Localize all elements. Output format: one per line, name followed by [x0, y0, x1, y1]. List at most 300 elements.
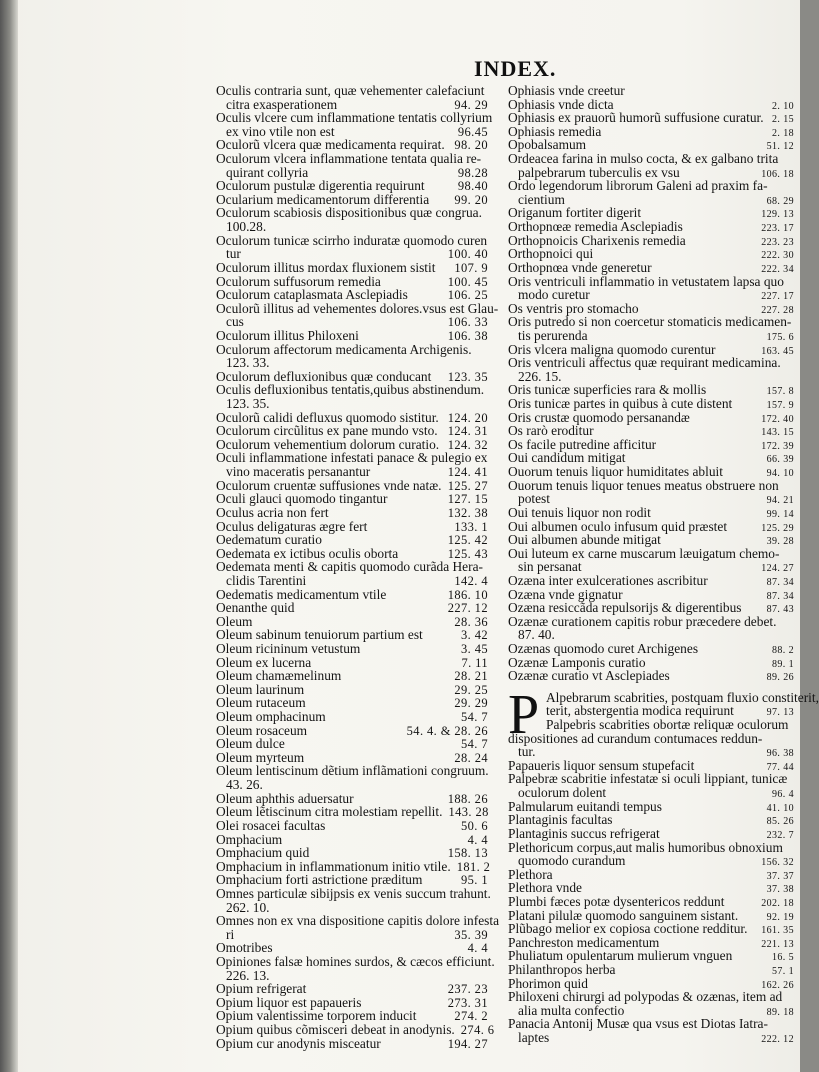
index-entry-text: Oculorum cruentæ suffusiones vnde natæ. — [216, 477, 442, 493]
index-entry-text: cus — [226, 314, 244, 330]
index-entry — [216, 615, 488, 629]
index-entry-page: 172. 39 — [761, 440, 794, 452]
index-entry — [508, 547, 792, 561]
index-entry-page: 172. 40 — [761, 413, 794, 425]
index-entry-page: 99. 20 — [454, 192, 488, 207]
index-entry-page: 158. 13 — [447, 846, 488, 861]
index-entry — [508, 329, 792, 343]
index-entry-page: 132. 38 — [447, 505, 488, 520]
index-entry-text: Os ventris pro stomacho — [508, 300, 639, 316]
index-entry-text: Oleum laurinum — [216, 681, 305, 697]
index-entry — [508, 800, 792, 814]
index-entry-text: Oculis contraria sunt, quæ vehementer calefaciunt — [216, 83, 485, 98]
index-entry — [508, 492, 792, 506]
index-entry-page: 2. 15 — [772, 114, 794, 126]
index-entry-text: Oleum ricininum vetustum — [216, 640, 361, 656]
index-entry-text: Oculi inflammatione infestati panace & pulegio ex — [216, 450, 488, 466]
index-entry-text: Origanum fortiter digerit — [508, 205, 642, 221]
index-entry — [216, 110, 493, 126]
index-entry — [216, 138, 488, 152]
index-entry-page: 57. 1 — [772, 966, 794, 977]
index-entry — [216, 179, 488, 193]
index-entry-page: 221. 13 — [761, 938, 794, 950]
index-entry — [508, 1031, 792, 1045]
index-entry — [216, 792, 488, 806]
index-entry — [216, 969, 488, 983]
index-entry-page: 125. 27 — [447, 478, 488, 493]
index-entry — [216, 193, 488, 207]
index-entry — [216, 98, 488, 112]
index-entry — [216, 669, 488, 683]
index-entry-page: 127. 15 — [447, 492, 488, 507]
index-entry — [216, 411, 488, 425]
index-entry — [216, 356, 488, 370]
index-entry — [508, 479, 792, 493]
index-entry — [216, 901, 488, 915]
index-entry — [508, 315, 792, 329]
index-entry-page: 222. 30 — [761, 250, 794, 262]
index-entry — [216, 234, 488, 248]
index-entry — [508, 520, 792, 534]
index-entry-text: Oleum chamæmelinum — [216, 668, 342, 684]
index-entry-page: 124. 32 — [447, 437, 488, 452]
index-entry-text: ex vino vtile non est — [226, 123, 335, 139]
index-entry — [216, 846, 488, 860]
index-entry-text: dispositiones ad curandum contumaces reddun- — [508, 730, 763, 746]
index-entry-page: 85. 26 — [766, 816, 794, 828]
index-entry — [508, 356, 792, 370]
index-entry-page: 175. 6 — [766, 331, 794, 343]
index-entry-text: oculorum dolent — [518, 785, 607, 801]
index-entry — [216, 315, 488, 329]
index-entry-text: Oleum dulce — [216, 736, 285, 752]
index-entry-text: Oculi glauci quomodo tingantur — [216, 491, 388, 507]
index-entry — [216, 928, 488, 942]
index-entry-page: 3. 45 — [461, 641, 488, 656]
index-entry-text: Plantaginis facultas — [508, 812, 613, 828]
index-entry — [508, 868, 792, 882]
index-entry — [216, 383, 488, 397]
index-entry — [508, 179, 792, 193]
index-entry-text: Plantaginis succus refrigerat — [508, 825, 660, 841]
index-entry-text: clidis Tarentini — [226, 572, 307, 588]
index-entry — [508, 772, 792, 786]
index-entry — [216, 574, 488, 588]
index-entry-text: Oculis vlcere cum inflammatione tentatis collyrium — [216, 110, 493, 126]
index-entry-page: 161. 35 — [761, 925, 794, 937]
index-entry-text: alia multa confectio — [518, 1002, 625, 1018]
index-entry-text: modo curetur — [518, 287, 590, 303]
index-entry-page: 143. 28 — [448, 805, 489, 820]
index-entry-text: Oleum rosaceum — [216, 722, 308, 738]
index-entry — [508, 370, 792, 384]
index-entry-text: Orthopnoici qui — [508, 246, 594, 262]
index-entry-text: Oui candidum mitigat — [508, 450, 626, 466]
index-entry — [508, 533, 792, 547]
index-entry — [508, 881, 792, 895]
index-entry-text: Ozæna vnde gignatur — [508, 586, 623, 602]
index-entry-text: Oculorum cataplasmata Asclepiadis — [216, 287, 408, 303]
index-column-left — [216, 83, 500, 1051]
index-entry-page: 39. 28 — [766, 536, 794, 548]
index-entry — [216, 329, 488, 343]
index-entry-text: Oris vlcera maligna quomodo curentur — [508, 341, 716, 357]
index-entry-text: Palmularum euitandi tempus — [508, 798, 662, 814]
index-entry-page: 54. 7 — [461, 737, 488, 752]
index-entry-text: Oris putredo si non coercetur stomaticis medicamen- — [508, 314, 792, 330]
index-entry-text: Oris ventriculi inflammatio in vetustatem lapsa quo — [508, 273, 784, 289]
index-entry-text: tur — [226, 246, 241, 262]
index-entry-page: 94. 10 — [766, 468, 794, 480]
index-entry-page: 4. 4 — [467, 941, 488, 956]
index-entry — [508, 397, 792, 411]
index-entry-page: 274. 2 — [454, 1009, 488, 1024]
index-entry — [216, 438, 488, 452]
index-entry-text: laptes — [518, 1030, 550, 1046]
index-entry — [508, 1017, 792, 1031]
index-entry-text: vino maceratis persanantur — [226, 464, 371, 480]
index-entry-text: Oedemata menti & capitis quomodo curãda Hera- — [216, 559, 483, 575]
index-entry — [508, 247, 792, 261]
index-entry-text: terit, abstergentia modica requirunt — [546, 703, 734, 719]
index-entry-text: Oculorũ calidi defluxus quomodo sistitur. — [216, 409, 439, 425]
index-entry-text: Oculorum circũlitus ex pane mundo vsto. — [216, 423, 438, 439]
index-entry — [508, 895, 792, 909]
index-entry-page: 41. 10 — [766, 802, 794, 814]
index-entry-page: 186. 10 — [447, 587, 488, 602]
index-entry-page: 88. 2 — [772, 644, 794, 656]
index-entry — [508, 732, 792, 746]
index-entry-text: 123. 33. — [226, 355, 270, 371]
index-entry — [216, 247, 488, 261]
index-entry-text: Oleum omphacinum — [216, 709, 326, 725]
index-entry-page: 50. 6 — [461, 818, 488, 833]
index-entry-text: Oui tenuis liquor non rodit — [508, 504, 651, 520]
index-entry-text: Oui luteum ex carne muscarum læuigatum chemo- — [508, 545, 780, 561]
index-entry-text: Plethora vnde — [508, 880, 583, 896]
index-entry — [508, 601, 792, 615]
index-entry-page: 227. 28 — [761, 304, 794, 316]
index-entry — [508, 588, 792, 602]
index-entry — [508, 111, 792, 125]
index-entry — [508, 963, 792, 977]
index-entry-text: Oculorum vehementium dolorum curatio. — [216, 436, 440, 452]
index-entry — [216, 261, 488, 275]
index-entry-text: Oculorum suffusorum remedia — [216, 273, 381, 289]
index-entry-text: Oculorum defluxionibus quæ conducant — [216, 368, 432, 384]
index-entry-text: Ozænæ Lamponis curatio — [508, 654, 646, 670]
index-entry-text: Palpebræ scabritie infestatæ si oculi lippiant, tunicæ — [508, 771, 788, 787]
index-entry-text: Opiniones falsæ homines surdos, & cæcos efficiunt. — [216, 954, 495, 969]
index-entry — [508, 1004, 792, 1018]
index-entry — [508, 98, 792, 112]
index-entry — [508, 854, 792, 868]
index-entry-text: Oculorũ illitus ad vehementes dolores.vsus est Glau- — [216, 300, 499, 316]
index-entry — [508, 759, 792, 773]
index-entry-text: Oculorum scabiosis dispositionibus quæ congrua. — [216, 205, 482, 221]
index-entry — [216, 737, 488, 751]
index-entry — [216, 982, 488, 996]
index-entry — [216, 805, 488, 819]
index-entry — [216, 343, 488, 357]
index-entry — [508, 383, 792, 397]
index-entry-text: Oris tunicæ partes in quibus à cute distent — [508, 396, 733, 412]
index-entry-text: Opium quibus cõmisceri debeat in anodynis. — [216, 1022, 455, 1038]
index-entry-text: Oui albumen abunde mitigat — [508, 532, 661, 548]
index-entry-page: 77. 44 — [766, 761, 794, 773]
index-entry — [508, 909, 792, 923]
index-entry-page: 37. 37 — [766, 870, 794, 882]
index-entry-page: 125. 42 — [447, 533, 488, 548]
index-column-right — [508, 83, 819, 1046]
index-entry-text: Opium liquor est papaueris — [216, 994, 362, 1010]
index-entry-text: Oculorum pustulæ digerentia requirunt — [216, 178, 425, 194]
index-entry-text: Plethora — [508, 866, 553, 882]
index-entry — [216, 778, 488, 792]
index-entry-page: 100. 45 — [447, 274, 488, 289]
index-entry — [508, 827, 792, 841]
index-entry-text: Oleum ex lucerna — [216, 654, 312, 670]
index-entry — [508, 669, 792, 683]
index-entry-text: Oculorum illitus Philoxeni — [216, 327, 359, 343]
index-entry-text: Papaueris liquor sensum stupefacit — [508, 757, 695, 773]
index-entry-text: Orthopnœæ remedia Asclepiadis — [508, 219, 683, 235]
index-entry-text: Oris ventriculi affectus quæ requirant medicamina. — [508, 355, 781, 371]
index-entry-page: 97. 13 — [766, 707, 794, 719]
index-entry — [216, 996, 488, 1010]
index-entry-page: 202. 18 — [761, 897, 794, 909]
index-entry — [216, 628, 488, 642]
index-entry-page: 66. 39 — [766, 454, 794, 466]
index-entry-text: Ozæna inter exulcerationes ascribitur — [508, 572, 708, 588]
index-entry — [216, 751, 488, 765]
index-entry-page: 54. 4. & 28. 26 — [406, 723, 488, 738]
index-entry-text: Opium cur anodynis misceatur — [216, 1035, 381, 1051]
index-entry — [216, 764, 488, 778]
index-entry-text: Ophiasis ex prauorũ humorũ suffusione curatur. — [508, 110, 764, 126]
index-entry-text: Opobalsamum — [508, 137, 587, 153]
index-entry-text: Plumbi fæces potæ dysentericos reddunt — [508, 893, 725, 909]
index-entry-text: Ozænæ curatio vt Asclepiades — [508, 668, 670, 684]
index-entry-page: 106. 25 — [447, 288, 488, 303]
index-entry — [508, 574, 792, 588]
index-entry — [508, 451, 792, 465]
index-entry-text: Omnes non ex vna dispositione capitis dolore infesta — [216, 913, 500, 929]
index-entry-page: 3. 42 — [461, 628, 488, 643]
index-entry-page: 143. 15 — [761, 427, 794, 439]
index-entry-page: 94. 21 — [766, 495, 794, 507]
index-entry-text: Oleum lentiscinum dẽtium inflãmationi congruum. — [216, 763, 489, 779]
index-entry-page: 163. 45 — [761, 345, 794, 357]
index-entry — [508, 424, 792, 438]
drop-cap-letter: P — [508, 683, 540, 746]
index-entry — [508, 949, 792, 963]
index-entry — [508, 166, 792, 180]
index-entry-page: 124. 27 — [761, 563, 794, 575]
index-entry — [216, 560, 488, 574]
index-entry-text: Oculorum tunicæ scirrho induratæ quomodo curen — [216, 232, 488, 248]
index-entry-text: Oculus acria non fert — [216, 504, 329, 520]
index-entry-text: 87. 40. — [518, 627, 555, 643]
index-entry-page: 29. 29 — [454, 696, 488, 711]
index-entry-text: P Alpebrarum scabrities, postquam fluxio constiterit, — [508, 683, 819, 746]
index-entry-text: Plethoricum corpus,aut malis humoribus obnoxium — [508, 839, 783, 855]
index-entry-text: Oleum lẽtiscinum citra molestiam repellit. — [216, 804, 443, 820]
index-entry-text: Panacia Antonij Musæ qua vsus est Diotas Iatra- — [508, 1016, 768, 1032]
index-entry — [508, 560, 792, 574]
index-entry-text: Orthopnœa vnde generetur — [508, 259, 652, 275]
index-entry — [216, 370, 488, 384]
index-entry-page: 87. 43 — [766, 604, 794, 616]
index-entry-text: Oculis defluxionibus tentatis,quibus abstinendum. — [216, 382, 485, 398]
index-entry-page: 96.45 — [457, 124, 488, 139]
index-entry-text: Os rarò eroditur — [508, 423, 594, 439]
index-entry — [508, 465, 792, 479]
index-entry — [216, 300, 499, 316]
index-entry — [508, 138, 792, 152]
index-entry — [216, 696, 488, 710]
index-entry-text: 123. 35. — [226, 396, 270, 412]
index-entry-text: Omotribes — [216, 940, 273, 956]
index-entry-page: 106. 18 — [761, 168, 794, 180]
index-entry — [216, 547, 488, 561]
index-entry-page: 133. 1 — [454, 519, 488, 534]
index-entry — [216, 588, 488, 602]
index-entry — [508, 718, 792, 732]
index-entry-text: Oculorum affectorum medicamenta Archigenis. — [216, 341, 472, 357]
index-entry-text: Oedematis medicamentum vtile — [216, 586, 387, 602]
index-entry — [216, 465, 488, 479]
index-entry — [508, 288, 792, 302]
index-entry — [216, 166, 488, 180]
index-entry — [508, 615, 792, 629]
index-entry-text: Ouorum tenuis liquor humiditates abluit — [508, 464, 723, 480]
index-entry — [216, 479, 488, 493]
index-entry — [508, 977, 792, 991]
index-entry-page: 99. 14 — [766, 508, 794, 520]
index-entry-text: 226. 13. — [226, 967, 270, 983]
index-entry-page: 123. 35 — [447, 369, 488, 384]
index-entry-page: 188. 26 — [447, 791, 488, 806]
index-entry-page: 28. 36 — [454, 614, 488, 629]
index-entry — [216, 275, 488, 289]
index-entry-page: 54. 7 — [461, 710, 488, 725]
index-entry — [216, 913, 500, 929]
index-entry — [216, 492, 488, 506]
index-entry-page: 87. 34 — [766, 576, 794, 588]
index-entry-text: Opium valentissime torporem inducit — [216, 1008, 417, 1024]
index-entry — [216, 84, 488, 98]
index-entry-page: 37. 38 — [766, 884, 794, 896]
index-entry — [508, 786, 792, 800]
index-entry-page: 156. 32 — [761, 857, 794, 869]
index-entry-text: Phorimon quid — [508, 975, 588, 991]
index-entry-page: 124. 31 — [447, 424, 488, 439]
index-entry — [508, 704, 792, 718]
index-entry-text: Oleum sabinum tenuiorum partium est — [216, 627, 423, 643]
index-entry — [216, 451, 488, 465]
index-entry — [508, 220, 792, 234]
index-entry-page: 124. 20 — [447, 410, 488, 425]
index-entry-page: 274. 6 — [460, 1023, 495, 1038]
index-entry — [216, 819, 488, 833]
index-entry-text: Oui albumen oculo infusum quid præstet — [508, 518, 728, 534]
index-entry — [216, 397, 488, 411]
index-entry-text: cientium — [518, 191, 565, 207]
index-entry — [216, 858, 491, 874]
index-entry — [508, 628, 792, 642]
index-entry-text: Oculorum vlcera inflammatione tentata qualia re- — [216, 151, 482, 167]
index-entry-text: potest — [518, 491, 550, 507]
index-entry — [216, 885, 491, 901]
index-entry-page: 142. 4 — [454, 573, 488, 588]
index-entry — [508, 922, 792, 936]
index-entry-page: 28. 24 — [454, 750, 488, 765]
index-entry-text: Ocularium medicamentorum differentia — [216, 191, 430, 207]
index-entry — [216, 506, 488, 520]
index-entry-page: 125. 29 — [761, 522, 794, 534]
index-entry-page: 222. 34 — [761, 263, 794, 275]
index-entry-text: 100.28. — [226, 219, 267, 235]
index-entry-page: 162. 26 — [761, 979, 794, 991]
index-entry-page: 35. 39 — [454, 927, 488, 942]
index-entry-page: 106. 38 — [447, 328, 488, 343]
index-entry — [508, 656, 792, 670]
index-entry-text: Ozæna resiccãda repulsorijs & digerentibus — [508, 600, 742, 616]
index-entry-text: Oleum myrteum — [216, 749, 305, 765]
index-entry-text: 262. 10. — [226, 899, 270, 915]
index-entry-page: 107. 9 — [454, 260, 488, 275]
index-entry-page: 2. 18 — [772, 127, 794, 139]
index-entry-page: 89. 1 — [772, 658, 794, 670]
index-entry-text: Palpebris scabrities obortæ reliquæ oculorum — [546, 717, 789, 733]
index-entry-page: 98.40 — [457, 179, 488, 194]
index-entry — [508, 438, 792, 452]
index-entry-page: 157. 8 — [766, 386, 794, 398]
index-entry — [508, 84, 792, 98]
index-entry-page: 227. 12 — [447, 601, 488, 616]
index-entry-page: 96. 4 — [772, 789, 794, 801]
index-entry — [216, 724, 488, 738]
index-entry — [508, 990, 792, 1004]
index-entry — [216, 152, 488, 166]
index-entry-text: Philoxeni chirurgi ad polypodas & ozænas, item ad — [508, 989, 783, 1005]
index-entry-page: 4. 4 — [467, 832, 488, 847]
index-entry — [216, 601, 488, 615]
index-entry-page: 232. 7 — [766, 829, 794, 841]
index-entry-page: 92. 19 — [766, 911, 794, 923]
index-entry — [508, 261, 792, 275]
index-entry-text: tur. — [518, 744, 536, 760]
index-entry — [216, 1037, 488, 1051]
index-entry-page: 51. 12 — [766, 141, 794, 153]
book-binding — [0, 0, 18, 1072]
index-entry-page: 223. 23 — [761, 236, 794, 248]
index-entry-text: Philanthropos herba — [508, 962, 616, 977]
index-entry-page: 237. 23 — [447, 982, 488, 997]
index-entry — [216, 710, 488, 724]
index-entry — [508, 936, 792, 950]
index-entry-page: 7. 11 — [461, 655, 488, 670]
index-entry-page: 96. 38 — [766, 748, 794, 760]
index-entry-text: Omnes particulæ sibijpsis ex venis succum trahunt. — [216, 885, 491, 901]
index-entry — [508, 343, 792, 357]
index-entry-text: Ordeacea farina in mulso cocta, & ex galbano trita — [508, 151, 779, 167]
index-entry-text: Plũbago melior ex copiosa coctione redditur. — [508, 921, 748, 937]
index-entry — [216, 206, 488, 220]
index-entry-page: 89. 26 — [766, 672, 794, 684]
index-entry-text: Omphacium in inflammationum initio vtile. — [216, 858, 451, 874]
